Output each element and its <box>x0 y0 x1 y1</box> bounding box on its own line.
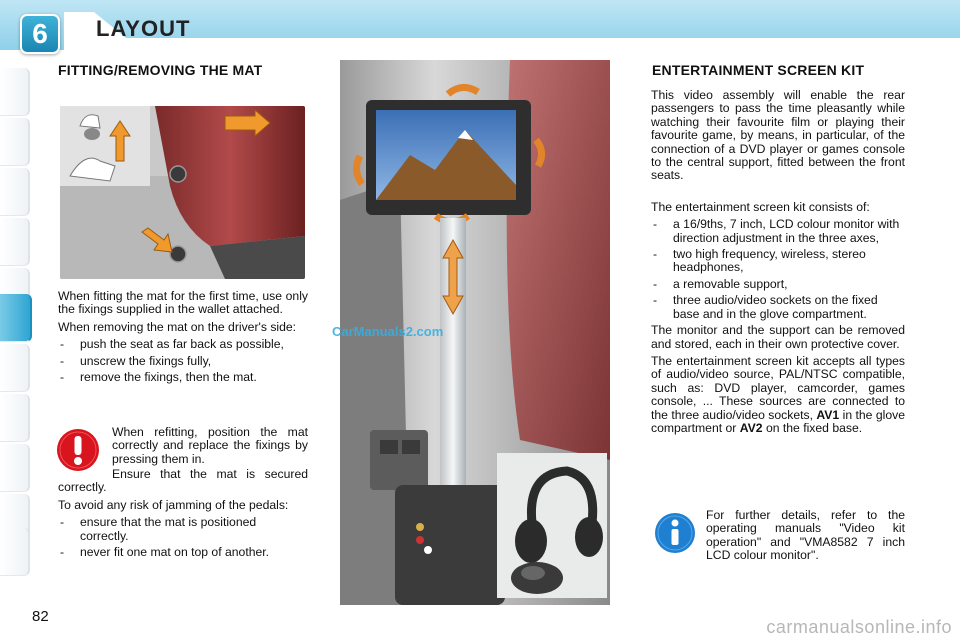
monitor-storage-text: The monitor and the support can be removed and stored, each in their own protective cover. <box>651 323 905 351</box>
screen-kit-text-block <box>651 89 905 439</box>
mat-section-title: FITTING/REMOVING THE MAT <box>58 62 263 78</box>
sources-text-1: The entertainment screen kit accepts all types of audio/video source, PAL/NTSC compatible, such as: DVD player, camcorder, games console, ... These sources are connected to the three audio/video sockets, <box>651 353 905 422</box>
jamming-block <box>58 499 308 563</box>
list-item: - two high frequency, wireless, stereo headphones, <box>651 248 905 275</box>
jamming-intro: To avoid any risk of jamming of the pedals: <box>58 498 289 512</box>
side-tab[interactable] <box>0 118 30 166</box>
list-item: - a removable support, <box>651 278 905 291</box>
socket-av1: AV1 <box>816 407 840 422</box>
mat-removing-intro: When removing the mat on the driver's side: <box>58 319 297 334</box>
page-number: 82 <box>32 608 49 625</box>
warning-exclamation-icon <box>56 428 100 472</box>
side-tab-active[interactable] <box>0 294 32 342</box>
list-item: - remove the fixings, then the mat. <box>58 371 308 384</box>
side-tab[interactable] <box>0 344 30 392</box>
list-item: - unscrew the fixings fully, <box>58 355 308 368</box>
chapter-number: 6 <box>32 18 48 49</box>
warning-text-1: When refitting, position the mat correctly and replace the fixings by pressing them in. <box>112 425 308 466</box>
kit-intro: The entertainment screen kit consists of: <box>651 199 870 214</box>
sources-text-3: on the fixed base. <box>765 420 863 435</box>
list-item: - never fit one mat on top of another. <box>58 546 308 559</box>
side-tab[interactable] <box>0 68 30 116</box>
side-tab[interactable] <box>0 444 30 492</box>
socket-av2: AV2 <box>739 420 763 435</box>
side-tab[interactable] <box>0 218 30 266</box>
info-i-icon <box>654 512 696 554</box>
list-item: - a 16/9ths, 7 inch, LCD colour monitor with direction adjustment in the three axes, <box>651 218 905 245</box>
jamming-steps <box>58 516 308 559</box>
page-title: LAYOUT <box>96 16 191 41</box>
info-text: For further details, refer to the operating manuals "Video kit operation" and "VMA8582 7 inch LCD colour monitor". <box>706 508 905 563</box>
side-tab[interactable] <box>0 168 30 216</box>
mat-text-block <box>58 290 308 387</box>
chapter-badge <box>20 14 60 54</box>
list-item: - push the seat as far back as possible, <box>58 338 308 351</box>
side-tab[interactable] <box>0 394 30 442</box>
sources-text-2: in the glove compartment or <box>651 407 905 435</box>
watermark-center[interactable]: CarManuals2.com <box>332 324 444 339</box>
list-item: - three audio/video sockets on the fixed base and in the glove compartment. <box>651 294 905 321</box>
headphones-illustration <box>497 453 607 598</box>
side-tab[interactable] <box>0 528 30 576</box>
screen-kit-section-title: ENTERTAINMENT SCREEN KIT <box>652 62 865 78</box>
mat-intro: When fitting the mat for the first time, use only the fixings supplied in the wallet attached. <box>58 289 308 317</box>
watermark-bottom[interactable]: carmanualsonline.info <box>766 617 952 637</box>
warning-text-2: Ensure that the mat is secured correctly. <box>58 467 308 495</box>
mat-fixing-illustration <box>60 106 305 279</box>
sources-text <box>651 355 905 435</box>
screen-kit-p1: This video assembly will enable the rear passengers to pass the time pleasantly while watching their favourite film or playing their favourite game, by means, in particular, of the connection of a DVD player or games console to the central support, fitted between the front seats. <box>651 88 905 183</box>
mat-removing-steps <box>58 338 308 384</box>
kit-items <box>651 218 905 321</box>
list-item: - ensure that the mat is positioned correctly. <box>58 516 308 543</box>
